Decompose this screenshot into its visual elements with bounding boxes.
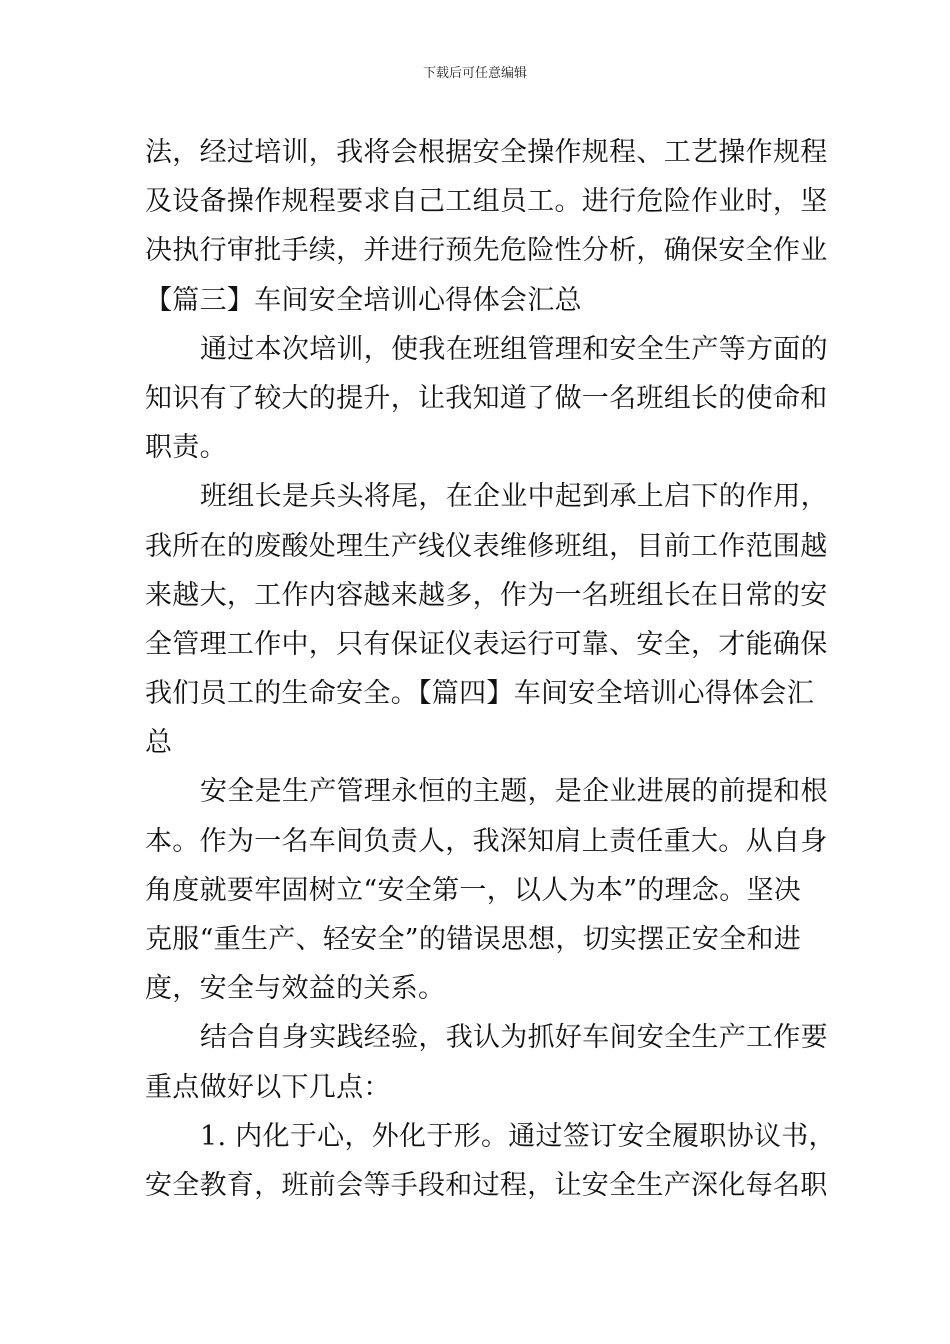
text-line: 我们员工的生命安全。【篇四】车间安全培训心得体会汇 xyxy=(145,678,814,710)
text-line: 安全是生产管理永恒的主题，是企业进展的前提和根 xyxy=(200,776,828,808)
text-line: 安全教育，班前会等手段和过程，让安全生产深化每名职 xyxy=(145,1169,828,1201)
document-body xyxy=(145,128,836,1210)
list-item: 1. 内化于心，外化于形。通过签订安全履职协议书， xyxy=(200,1120,836,1152)
text-line: 克服“重生产、轻安全”的错误思想，切实摆正安全和进 xyxy=(145,924,802,955)
text-line: 及设备操作规程要求自己工组员工。进行危险作业时，坚 xyxy=(145,186,828,218)
section-heading: 【篇三】车间安全培训心得体会汇总 xyxy=(145,284,582,316)
text-line: 总 xyxy=(145,727,173,759)
text-line: 知识有了较大的提升，让我知道了做一名班组长的使命和 xyxy=(145,382,828,414)
text-line: 重点做好以下几点： xyxy=(145,1071,391,1103)
text-line: 来越大，工作内容越来越多，作为一名班组长在日常的安 xyxy=(145,579,828,611)
text-line: 结合自身实践经验，我认为抓好车间安全生产工作要 xyxy=(200,1022,828,1054)
text-line: 度，安全与效益的关系。 xyxy=(145,973,446,1005)
text-line: 本。作为一名车间负责人，我深知肩上责任重大。从自身 xyxy=(145,825,828,857)
text-line: 决执行审批手续，并进行预先危险性分析，确保安全作业 xyxy=(145,235,828,267)
text-line: 班组长是兵头将尾，在企业中起到承上启下的作用， xyxy=(200,481,828,513)
text-line: 我所在的废酸处理生产线仪表维修班组，目前工作范围越 xyxy=(145,530,828,562)
text-line: 职责。 xyxy=(145,432,227,464)
page-header: 下载后可任意编辑 xyxy=(422,66,527,81)
text-line: 全管理工作中，只有保证仪表运行可靠、安全，才能确保 xyxy=(145,628,828,660)
text-line: 通过本次培训，使我在班组管理和安全生产等方面的 xyxy=(200,333,828,365)
text-line: 法，经过培训，我将会根据安全操作规程、工艺操作规程 xyxy=(145,137,828,168)
text-line: 角度就要牢固树立“安全第一，以人为本”的理念。坚决 xyxy=(145,874,802,906)
